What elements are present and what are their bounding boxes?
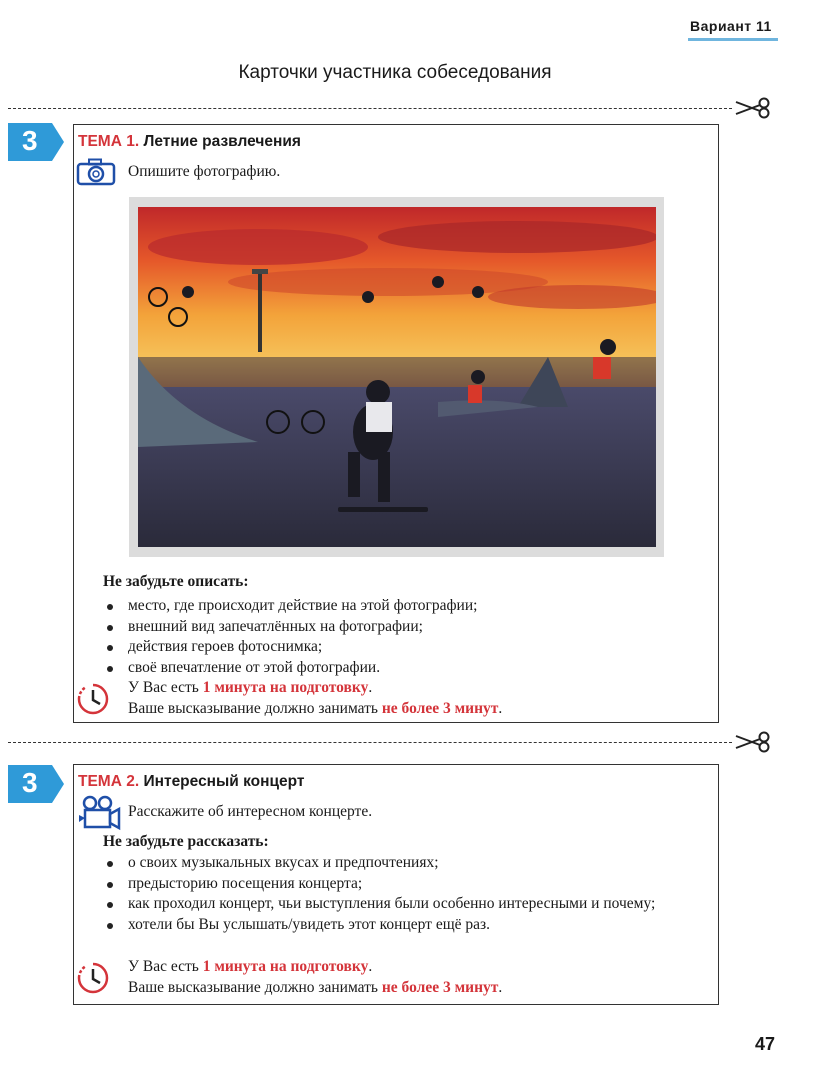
prep-time-line: [128, 958, 372, 976]
task-number-badge: 3: [8, 123, 64, 161]
list-item: о своих музыкальных вкусах и предпочтениях;: [103, 853, 714, 874]
speech-time-suffix: .: [498, 979, 503, 996]
prep-time-highlight: 1 минута на подготовку: [202, 679, 369, 696]
speech-time-highlight: не более 3 минут: [381, 700, 499, 717]
speech-time-line: [128, 700, 502, 718]
speech-time-suffix: .: [498, 700, 503, 717]
page-title: Карточки участника собеседования: [238, 62, 552, 83]
scissors-icon: [734, 97, 772, 119]
list-item: своё впечатление от этой фотографии.: [103, 658, 714, 679]
video-camera-icon: [76, 795, 122, 831]
scissors-icon: [734, 731, 772, 753]
topic-number: ТЕМА 1.: [78, 133, 140, 150]
cut-line: [8, 742, 732, 743]
prep-time-suffix: .: [368, 679, 373, 696]
list-item: как проходил концерт, чьи выступления были особенно интересными и почему;: [103, 894, 714, 915]
task-card-1: [73, 124, 719, 723]
list-item: действия героев фотоснимка;: [103, 637, 714, 658]
clock-icon: [76, 961, 110, 995]
list-item: предысторию посещения концерта;: [103, 874, 714, 895]
bullet-list: [103, 596, 714, 678]
clock-icon: [76, 682, 110, 716]
task-instruction: Опишите фотографию.: [128, 163, 281, 180]
prep-time-prefix: У Вас есть: [128, 958, 199, 975]
speech-time-highlight: не более 3 минут: [381, 979, 499, 996]
speech-time-prefix: Ваше высказывание должно занимать: [128, 700, 378, 717]
camera-icon: [76, 158, 116, 186]
task-instruction: Расскажите об интересном концерте.: [128, 803, 373, 820]
remember-heading: Не забудьте описать:: [103, 573, 249, 590]
topic-heading: [78, 133, 301, 151]
bullet-list: [103, 853, 714, 935]
topic-title: Интересный концерт: [143, 773, 305, 790]
list-item: хотели бы Вы услышать/увидеть этот концерт ещё раз.: [103, 915, 714, 936]
cut-line: [8, 108, 732, 109]
task-card-2: [73, 764, 719, 1005]
speech-time-line: [128, 979, 502, 997]
speech-time-prefix: Ваше высказывание должно занимать: [128, 979, 378, 996]
topic-title: Летние развлечения: [143, 133, 301, 150]
variant-label: Вариант 11: [690, 18, 772, 34]
list-item: место, где происходит действие на этой фотографии;: [103, 596, 714, 617]
photo-frame: [129, 197, 664, 557]
list-item: внешний вид запечатлённых на фотографии;: [103, 617, 714, 638]
prep-time-suffix: .: [368, 958, 373, 975]
task-number-badge: 3: [8, 765, 64, 803]
page-number: 47: [755, 1034, 776, 1054]
prep-time-highlight: 1 минута на подготовку: [202, 958, 369, 975]
skatepark-photo: [138, 207, 656, 547]
prep-time-line: [128, 679, 372, 697]
remember-heading: Не забудьте рассказать:: [103, 833, 269, 850]
topic-heading: [78, 773, 305, 791]
topic-number: ТЕМА 2.: [78, 773, 140, 790]
variant-underline: [688, 38, 778, 41]
prep-time-prefix: У Вас есть: [128, 679, 199, 696]
